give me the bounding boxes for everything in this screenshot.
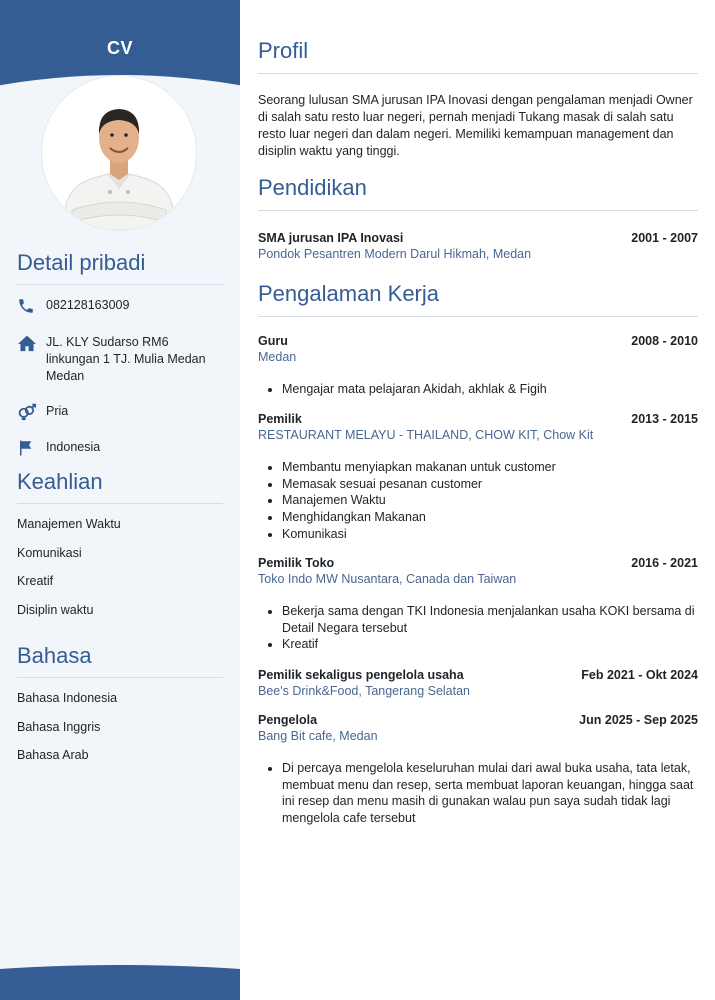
language-item: Bahasa Inggris bbox=[17, 719, 101, 734]
home-icon bbox=[17, 334, 37, 352]
education-entry bbox=[258, 231, 698, 261]
job-bullets bbox=[258, 459, 698, 543]
job-title: Guru bbox=[258, 334, 288, 348]
job-place: Bee's Drink&Food, Tangerang Selatan bbox=[258, 684, 471, 698]
education-date: 2001 - 2007 bbox=[631, 231, 698, 245]
job-title: Pemilik Toko bbox=[258, 556, 335, 570]
languages-list bbox=[17, 690, 223, 776]
gender-text: Pria bbox=[46, 404, 69, 418]
experience-entry bbox=[258, 556, 698, 653]
language-item: Bahasa Arab bbox=[17, 748, 89, 762]
job-bullet: • Di percaya mengelola keseluruhan mulai dari awal buka usaha, tata letak, membuat menu dan resep, serta membuat laporan keuangan, hingga saat ini resep dan menu masih di gunakan walau pun saya sudah tidak lagi mengelola cafe tersebut bbox=[282, 760, 698, 827]
education-title: SMA jurusan IPA Inovasi bbox=[258, 231, 404, 245]
job-bullet: • Manajemen Waktu bbox=[282, 492, 698, 509]
experience-entry bbox=[258, 412, 698, 543]
experience-section bbox=[258, 281, 698, 317]
education-place: Pondok Pesantren Modern Darul Hikmah, Medan bbox=[258, 247, 532, 261]
job-place: Toko Indo MW Nusantara, Canada dan Taiwan bbox=[258, 572, 517, 586]
phone-number: 082128163009 bbox=[46, 298, 130, 312]
experience-heading: Pengalaman Kerja bbox=[258, 281, 698, 317]
job-place: Medan bbox=[258, 350, 297, 364]
personal-details-section bbox=[17, 250, 223, 457]
job-bullet: • Memasak sesuai pesanan customer bbox=[282, 476, 698, 493]
phone-row bbox=[17, 297, 223, 315]
education-section bbox=[258, 175, 698, 261]
address-text: JL. KLY Sudarso RM6 linkungan 1 TJ. Mulia Medan Medan bbox=[46, 335, 206, 383]
job-place: RESTAURANT MELAYU - THAILAND, CHOW KIT, Chow Kit bbox=[258, 428, 594, 442]
job-date: 2016 - 2021 bbox=[631, 556, 698, 570]
skill-item: Komunikasi bbox=[17, 545, 82, 560]
sidebar bbox=[0, 0, 240, 1000]
gender-row bbox=[17, 403, 223, 421]
languages-section bbox=[17, 643, 223, 776]
job-title: Pemilik bbox=[258, 412, 302, 426]
language-item: Bahasa Indonesia bbox=[17, 691, 118, 705]
skill-item: Manajemen Waktu bbox=[17, 517, 121, 531]
job-bullet: • Kreatif bbox=[282, 636, 698, 653]
job-bullet: • Membantu menyiapkan makanan untuk customer bbox=[282, 459, 698, 476]
skill-item: Kreatif bbox=[17, 574, 54, 588]
skills-section bbox=[17, 469, 223, 630]
experience-entry bbox=[258, 713, 698, 827]
footer-curve bbox=[0, 965, 240, 1000]
job-bullet: • Menghidangkan Makanan bbox=[282, 509, 698, 526]
experience-entry bbox=[258, 334, 698, 398]
personal-details-heading: Detail pribadi bbox=[17, 250, 223, 285]
job-date: Feb 2021 - Okt 2024 bbox=[581, 668, 698, 682]
job-date: 2008 - 2010 bbox=[631, 334, 698, 348]
profile-section bbox=[258, 38, 698, 160]
job-title: Pemilik sekaligus pengelola usaha bbox=[258, 668, 464, 682]
nationality-text: Indonesia bbox=[46, 440, 101, 454]
phone-icon bbox=[17, 297, 37, 315]
job-bullet: • Mengajar mata pelajaran Akidah, akhlak & Figih bbox=[282, 381, 698, 398]
job-bullets bbox=[258, 381, 698, 398]
skills-list bbox=[17, 516, 223, 630]
experience-entry bbox=[258, 668, 698, 698]
job-bullets bbox=[258, 760, 698, 827]
flag-icon bbox=[17, 439, 37, 457]
address-row bbox=[17, 334, 223, 385]
profile-text: Seorang lulusan SMA jurusan IPA Inovasi dengan pengalaman menjadi Owner di salah satu resto luar negeri, pernah menjadi Tukang masak di salah satu resto luar negeri dan dalam negeri. Memiliki kemampuan management dan disiplin waktu yang tinggi. bbox=[258, 93, 693, 158]
job-bullets bbox=[258, 603, 698, 653]
skill-item: Disiplin waktu bbox=[17, 602, 94, 617]
education-heading: Pendidikan bbox=[258, 175, 698, 211]
job-date: 2013 - 2015 bbox=[631, 412, 698, 426]
job-bullet: • Komunikasi bbox=[282, 526, 698, 543]
job-bullet: • Bekerja sama dengan TKI Indonesia menjalankan usaha KOKI bersama di Detail Negara tersebut bbox=[282, 603, 698, 636]
nationality-row bbox=[17, 439, 223, 457]
profile-photo bbox=[42, 76, 196, 230]
skills-heading: Keahlian bbox=[17, 469, 223, 504]
gender-icon bbox=[17, 403, 37, 421]
cv-title: CV bbox=[106, 38, 133, 58]
job-place: Bang Bit cafe, Medan bbox=[258, 729, 378, 743]
job-date: Jun 2025 - Sep 2025 bbox=[579, 713, 698, 727]
languages-heading: Bahasa bbox=[17, 643, 223, 678]
job-title: Pengelola bbox=[258, 713, 318, 727]
profile-heading: Profil bbox=[258, 38, 698, 74]
